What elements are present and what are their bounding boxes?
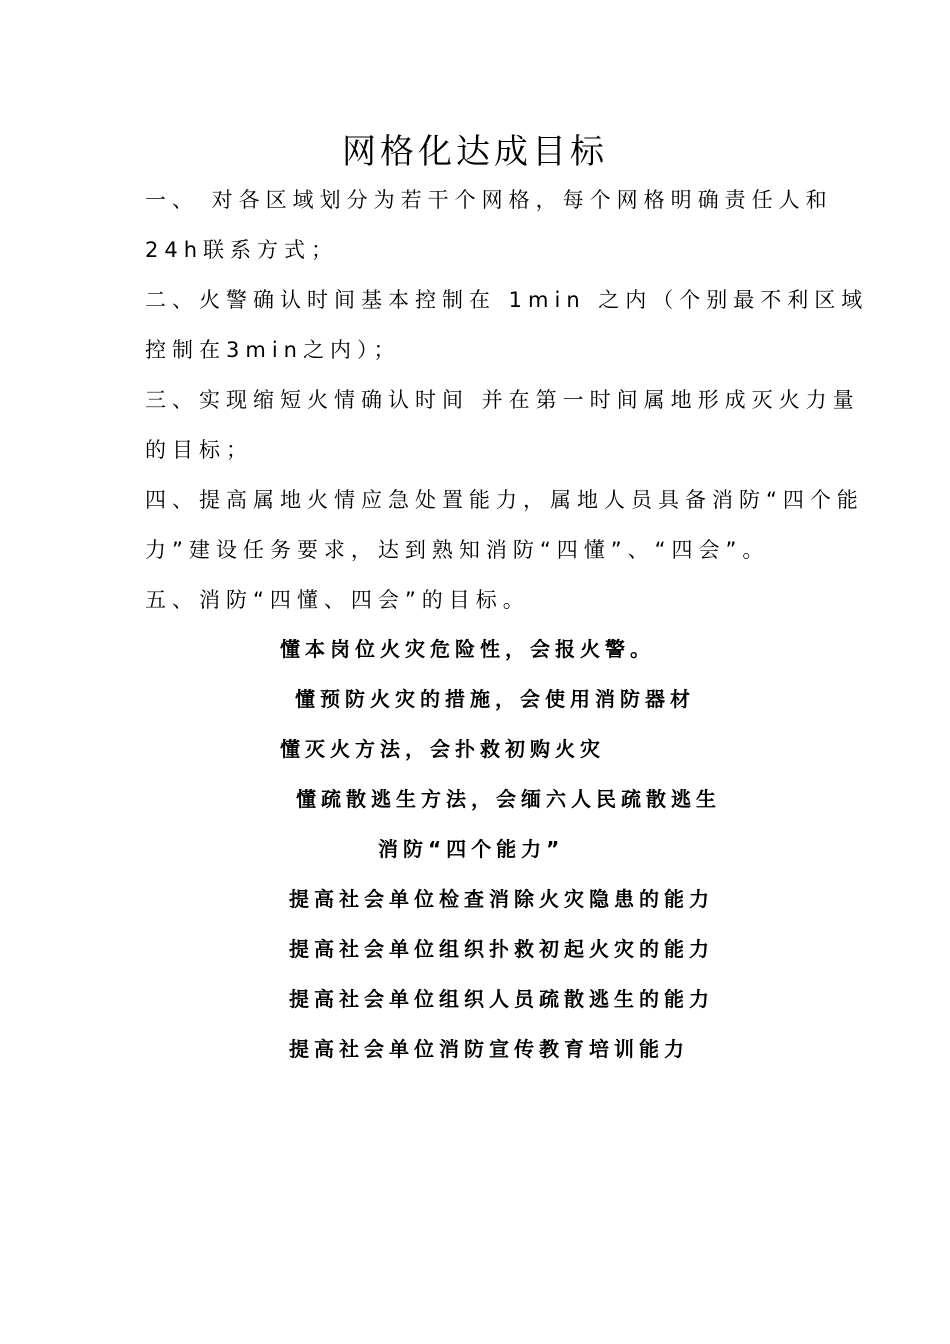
four-understand-item-3: 懂灭火方法，会扑救初购火灾 — [280, 737, 605, 761]
paragraph-3-line-1: 三、实现缩短火情确认时间 并在第一时间属地形成灭火力量 — [145, 388, 860, 412]
four-abilities-item-4: 提高社会单位消防宣传教育培训能力 — [289, 1037, 689, 1061]
four-abilities-title: 消防“四个能力” — [378, 837, 565, 861]
paragraph-4 — [145, 475, 864, 575]
paragraph-3-line-2: 的目标； — [145, 438, 253, 462]
paragraph-2 — [145, 275, 869, 375]
paragraph-4-line-1: 四、提高属地火情应急处置能力，属地人员具备消防“四个能 — [145, 488, 864, 512]
four-abilities-item-1: 提高社会单位检查消除火灾隐患的能力 — [289, 887, 714, 911]
paragraph-3 — [145, 375, 860, 475]
paragraph-1-line-1: 一、 对各区域划分为若干个网格，每个网格明确责任人和 — [145, 188, 833, 212]
paragraph-5-line-1: 五、消防“四懂、四会”的目标。 — [145, 588, 530, 612]
paragraph-5 — [145, 575, 815, 625]
four-understand-item-4: 懂疏散逃生方法，会缅六人民疏散逃生 — [296, 787, 721, 811]
four-abilities-item-2: 提高社会单位组织扑救初起火灾的能力 — [289, 937, 714, 961]
paragraph-2-line-2: 控制在3min之内）； — [145, 338, 401, 362]
paragraph-1 — [145, 175, 833, 275]
four-understand-item-1: 懂本岗位火灾危险性，会报火警。 — [280, 637, 655, 661]
paragraph-1-line-2: 24h联系方式； — [145, 238, 339, 262]
four-understand-item-2: 懂预防火灾的措施，会使用消防器材 — [295, 687, 695, 711]
paragraph-2-line-1: 二、火警确认时间基本控制在 1min 之内（个别最不利区域 — [145, 288, 869, 312]
four-abilities-item-3: 提高社会单位组织人员疏散逃生的能力 — [289, 987, 714, 1011]
document-title: 网格化达成目标 — [342, 132, 608, 172]
paragraph-4-line-2: 力”建设任务要求，达到熟知消防“四懂”、“四会”。 — [145, 538, 770, 562]
